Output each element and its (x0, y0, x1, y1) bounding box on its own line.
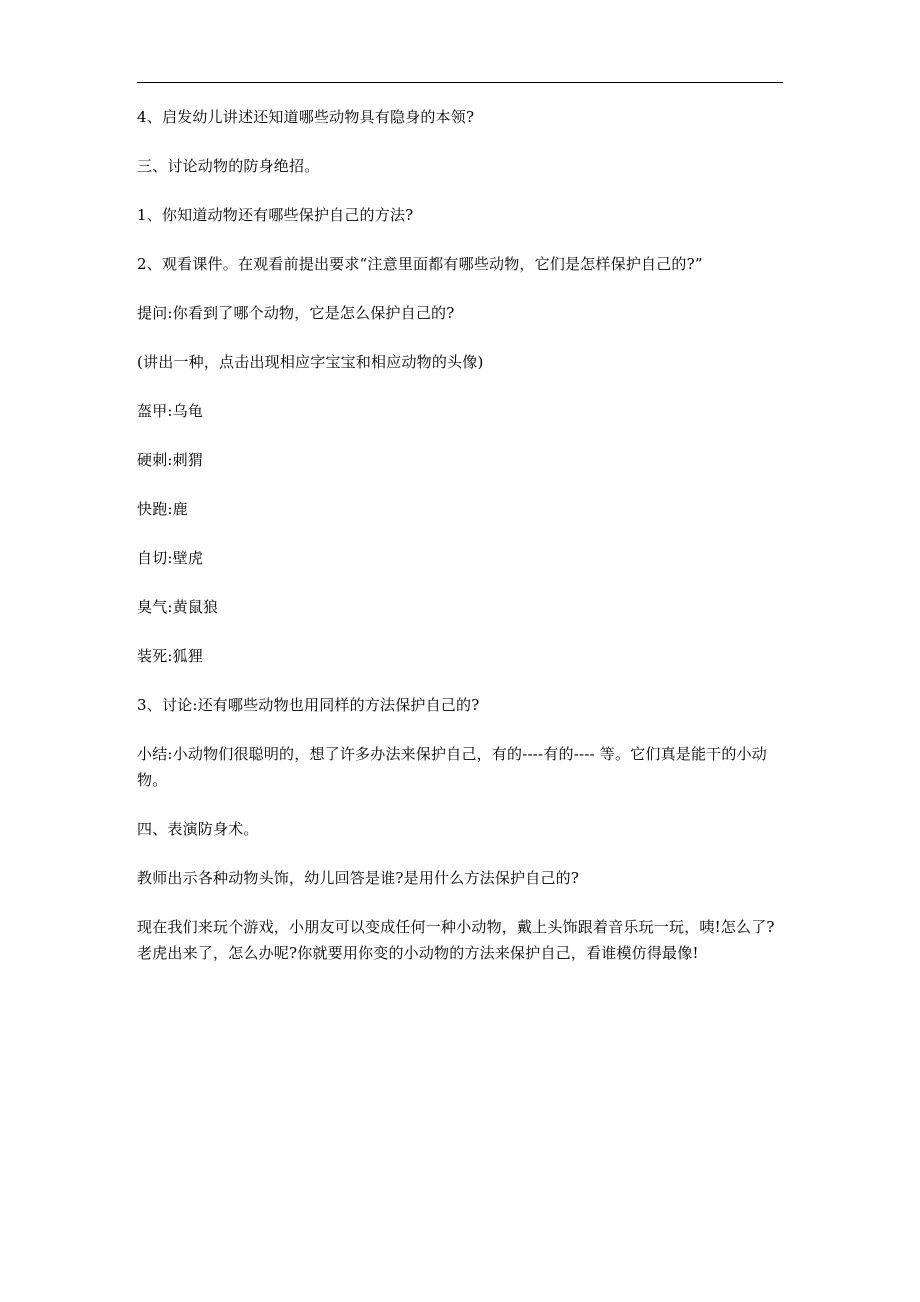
paragraph-item-3-discussion: 3、讨论:还有哪些动物也用同样的方法保护自己的? (137, 696, 480, 714)
paragraph-item-4-hidden-ability: 4、启发幼儿讲述还知道哪些动物具有隐身的本领? (137, 108, 475, 126)
list-item-armor-turtle: 盔甲:乌龟 (137, 402, 204, 420)
header-rule (137, 82, 783, 83)
list-item-play-dead-fox: 装死:狐狸 (137, 647, 204, 665)
paragraph-teacher-headwear: 教师出示各种动物头饰，幼儿回答是谁?是用什么方法保护自己的? (137, 869, 580, 887)
list-item-spines-hedgehog: 硬刺:刺猬 (137, 451, 204, 469)
paragraph-question: 提问:你看到了哪个动物，它是怎么保护自己的? (137, 304, 455, 322)
paragraph-item-1-other-methods: 1、你知道动物还有哪些保护自己的方法? (137, 206, 414, 224)
list-item-odor-weasel: 臭气:黄鼠狼 (137, 598, 219, 616)
list-item-run-deer: 快跑:鹿 (137, 500, 188, 518)
section-heading-4-performance: 四、表演防身术。 (137, 820, 259, 838)
document-body (137, 104, 787, 989)
paragraph-item-2-watch-courseware: 2、观看课件。在观看前提出要求“注意里面都有哪些动物，它们是怎样保护自己的?” (137, 255, 703, 273)
section-heading-3-defense-tricks: 三、讨论动物的防身绝招。 (137, 157, 320, 175)
list-item-autotomy-gecko: 自切:壁虎 (137, 549, 204, 567)
paragraph-summary: 小结:小动物们很聪明的，想了许多办法来保护自己，有的----有的---- 等。它们真是能干的小动物。 (137, 745, 767, 789)
paragraph-game-instructions: 现在我们来玩个游戏，小朋友可以变成任何一种小动物，戴上头饰跟着音乐玩一玩，咦!怎么了?老虎出来了，怎么办呢?你就要用你变的小动物的方法来保护自己，看谁模仿得最像! (137, 918, 775, 962)
paragraph-instruction-note: (讲出一种，点击出现相应字宝宝和相应动物的头像) (137, 353, 484, 371)
